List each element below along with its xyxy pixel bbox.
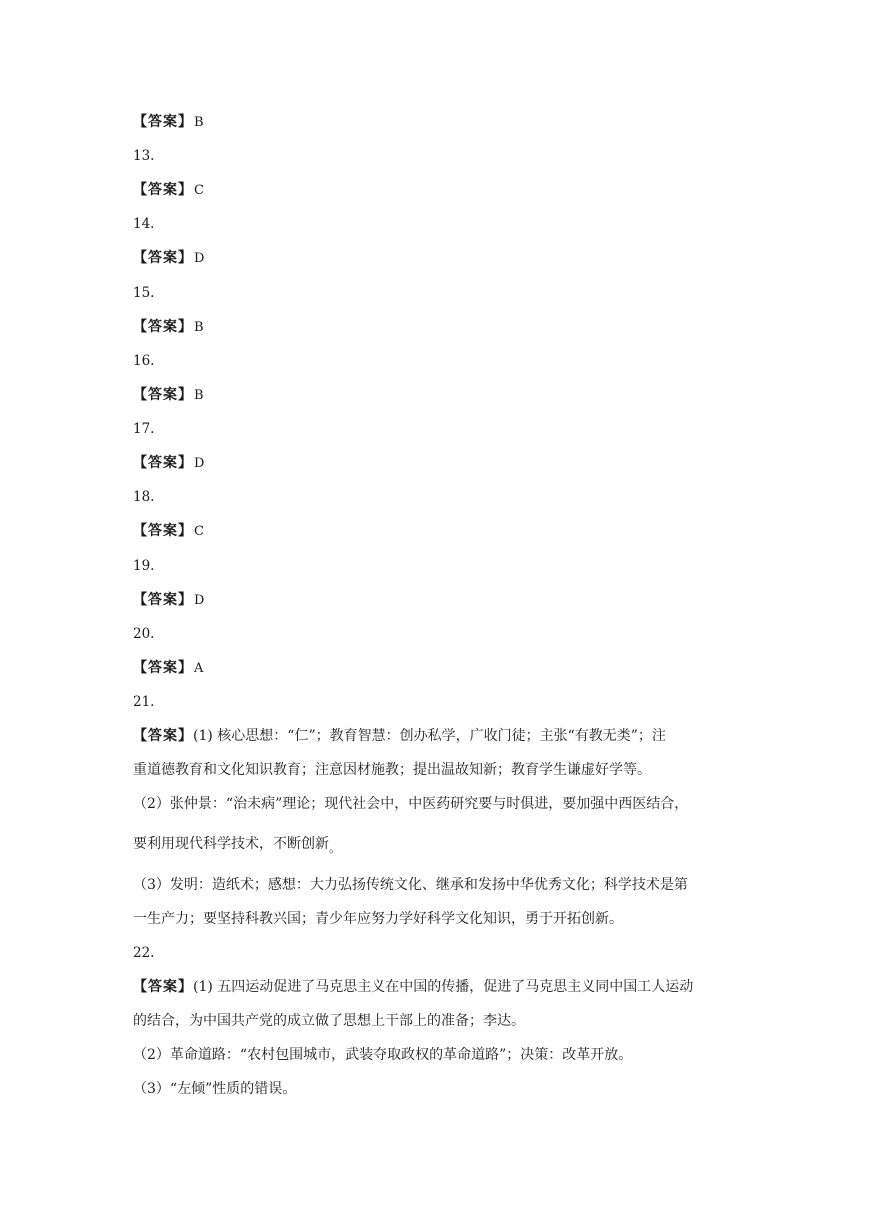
q21-part3-line2: 一生产力；要坚持科教兴国；青少年应努力学好科学文化知识，勇于开拓创新。	[133, 911, 623, 927]
answer-tag: 【答案】	[133, 728, 193, 744]
answer-line-14	[133, 249, 204, 268]
question-number: 18.	[133, 489, 155, 505]
question-number: 21.	[133, 694, 155, 710]
answer-value: A	[194, 661, 204, 676]
q21-part1-line1	[133, 727, 666, 745]
answer-line-18	[133, 522, 204, 541]
question-number: 15.	[133, 285, 155, 301]
answer-value: D	[194, 593, 205, 608]
answer-value: C	[194, 524, 204, 539]
answer-line-19	[133, 591, 204, 610]
answer-line-16	[133, 386, 204, 405]
question-number: 17.	[133, 421, 155, 437]
answer-tag: 【答案】	[133, 182, 193, 198]
question-number: 22.	[133, 945, 155, 961]
period-mark: 。	[329, 841, 342, 855]
answer-line-15	[133, 318, 204, 337]
q21-part2-line1: （2）张仲景：“治未病”理论；现代社会中，中医药研究要与时俱进，要加强中西医结合，	[133, 796, 689, 812]
answer-tag: 【答案】	[133, 319, 193, 335]
q22-part2: （2）革命道路：“农村包围城市，武装夺取政权的革命道路”；决策：改革开放。	[133, 1047, 633, 1063]
answer-value: B	[194, 388, 204, 403]
answer-text: 要利用现代科学技术，不断创新	[133, 836, 329, 852]
answer-value: B	[194, 115, 204, 130]
question-number: 20.	[133, 626, 155, 642]
question-number: 19.	[133, 558, 155, 574]
q22-part1-line1	[133, 978, 693, 996]
q22-part1-line2: 的结合，为中国共产党的成立做了思想上干部上的准备；李达。	[133, 1013, 525, 1029]
question-number: 16.	[133, 353, 155, 369]
q21-part1-line2: 重道德教育和文化知识教育；注意因材施教；提出温故知新；教育学生谦虚好学等。	[133, 762, 651, 778]
question-number: 14.	[133, 216, 155, 232]
answer-text: (1) 五四运动促进了马克思主义在中国的传播，促进了马克思主义同中国工人运动	[193, 979, 694, 995]
answer-tag: 【答案】	[133, 592, 193, 608]
answer-line-13	[133, 181, 204, 200]
answer-line-17	[133, 454, 204, 473]
q22-part3: （3）“左倾”性质的错误。	[133, 1081, 297, 1097]
answer-tag: 【答案】	[133, 523, 193, 539]
answer-tag: 【答案】	[133, 660, 193, 676]
answer-value: D	[194, 456, 205, 471]
q21-part3-line1: （3）发明：造纸术；感想：大力弘扬传统文化、继承和发扬中华优秀文化；科学技术是第	[133, 877, 688, 893]
answer-tag: 【答案】	[133, 979, 193, 995]
answer-text: (1) 核心思想：“仁”；教育智慧：创办私学，广收门徒；主张“有教无类”；注	[193, 728, 666, 744]
question-number: 13.	[133, 148, 155, 164]
answer-value: C	[194, 183, 204, 198]
answer-value: D	[194, 251, 205, 266]
answer-line-20	[133, 659, 203, 678]
answer-tag: 【答案】	[133, 387, 193, 403]
answer-tag: 【答案】	[133, 250, 193, 266]
q21-part2-line2	[133, 835, 341, 853]
answer-value: B	[194, 320, 204, 335]
answer-tag: 【答案】	[133, 114, 193, 130]
answer-line-12	[133, 113, 204, 132]
answer-tag: 【答案】	[133, 455, 193, 471]
